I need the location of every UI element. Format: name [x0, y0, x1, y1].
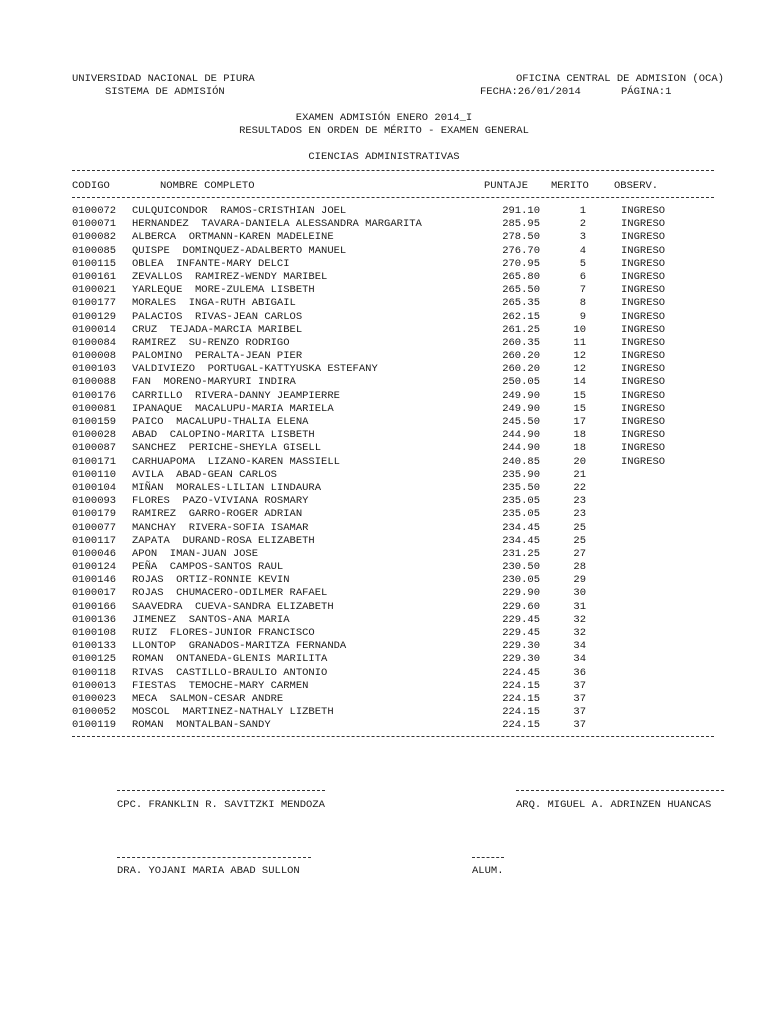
cell-obs: INGRESO: [621, 389, 666, 402]
cell-name: VALDIVIEZO PORTUGAL-KATTYUSKA ESTEFANY: [132, 363, 378, 376]
table-row: [0, 535, 768, 548]
table-row: [0, 337, 768, 350]
cell-obs: INGRESO: [621, 218, 666, 231]
cell-name: CRUZ TEJADA-MARCIA MARIBEL: [132, 323, 303, 336]
cell-name: PALOMINO PERALTA-JEAN PIER: [132, 350, 303, 363]
cell-name: MORALES INGA-RUTH ABIGAIL: [132, 297, 296, 310]
cell-merit: 28: [573, 561, 586, 574]
cell-code: 0100133: [72, 640, 117, 653]
cell-merit: 5: [579, 257, 586, 270]
cell-obs: INGRESO: [621, 429, 666, 442]
cell-name: LLONTOP GRANADOS-MARITZA FERNANDA: [132, 640, 347, 653]
cell-score: 260.20: [502, 350, 540, 363]
cell-score: 278.50: [502, 231, 540, 244]
cell-obs: INGRESO: [621, 363, 666, 376]
table-row: [0, 653, 768, 666]
table-row: [0, 258, 768, 271]
table-row: [0, 587, 768, 600]
column-header-merit: MERITO: [551, 180, 589, 192]
cell-score: 245.50: [502, 416, 540, 428]
signatory-name: CPC. FRANKLIN R. SAVITZKI MENDOZA: [117, 799, 325, 811]
cell-code: 0100021: [72, 284, 117, 297]
signature-line: [472, 857, 504, 858]
table-row: [0, 205, 768, 218]
cell-name: ROMAN MONTALBAN-SANDY: [132, 719, 271, 732]
cell-code: 0100117: [72, 534, 117, 547]
cell-merit: 2: [579, 218, 586, 231]
cell-score: 234.45: [502, 521, 540, 534]
university-name: UNIVERSIDAD NACIONAL DE PIURA: [72, 73, 255, 85]
cell-score: 224.15: [502, 692, 540, 705]
cell-code: 0100071: [72, 218, 117, 231]
cell-score: 231.25: [502, 547, 540, 560]
cell-score: 249.90: [502, 389, 540, 402]
cell-code: 0100124: [72, 561, 117, 574]
cell-name: ABAD CALOPINO-MARITA LISBETH: [132, 429, 315, 442]
cell-name: ROJAS ORTIZ-RONNIE KEVIN: [132, 574, 290, 587]
cell-code: 0100115: [72, 257, 117, 270]
table-row: [0, 667, 768, 680]
cell-merit: 37: [573, 706, 586, 719]
cell-score: 260.35: [502, 336, 540, 349]
cell-score: 224.45: [502, 666, 540, 679]
cell-merit: 18: [573, 429, 586, 442]
signatory-name: DRA. YOJANI MARIA ABAD SULLON: [117, 865, 300, 877]
cell-code: 0100014: [72, 323, 117, 336]
cell-obs: INGRESO: [621, 205, 666, 217]
cell-score: 265.50: [502, 284, 540, 297]
column-header-name: NOMBRE COMPLETO: [160, 180, 255, 192]
cell-code: 0100008: [72, 350, 117, 363]
cell-score: 244.90: [502, 442, 540, 455]
cell-merit: 12: [573, 350, 586, 363]
cell-score: 234.45: [502, 534, 540, 547]
cell-code: 0100108: [72, 627, 117, 639]
table-row: [0, 271, 768, 284]
cell-obs: INGRESO: [621, 323, 666, 336]
cell-score: 240.85: [502, 455, 540, 468]
results-table: [0, 205, 768, 733]
cell-score: 229.45: [502, 613, 540, 626]
cell-obs: INGRESO: [621, 231, 666, 244]
cell-merit: 25: [573, 534, 586, 547]
cell-score: 229.45: [502, 627, 540, 639]
cell-obs: INGRESO: [621, 455, 666, 468]
cell-obs: INGRESO: [621, 376, 666, 389]
cell-merit: 31: [573, 600, 586, 613]
cell-score: 229.60: [502, 600, 540, 613]
cell-name: ROMAN ONTANEDA-GLENIS MARILITA: [132, 653, 328, 666]
cell-name: PALACIOS RIVAS-JEAN CARLOS: [132, 310, 303, 323]
office-name: OFICINA CENTRAL DE ADMISION (OCA): [516, 73, 724, 85]
table-row: [0, 456, 768, 469]
cell-code: 0100110: [72, 468, 117, 481]
cell-code: 0100087: [72, 442, 117, 455]
cell-code: 0100179: [72, 508, 117, 521]
cell-code: 0100136: [72, 613, 117, 626]
table-row: [0, 416, 768, 429]
cell-score: 261.25: [502, 323, 540, 336]
cell-obs: INGRESO: [621, 402, 666, 415]
signature-line: [117, 790, 325, 791]
cell-code: 0100028: [72, 429, 117, 442]
cell-code: 0100077: [72, 521, 117, 534]
table-row: [0, 548, 768, 561]
cell-name: ZAPATA DURAND-ROSA ELIZABETH: [132, 534, 315, 547]
cell-code: 0100081: [72, 402, 117, 415]
table-row: [0, 719, 768, 732]
cell-merit: 32: [573, 613, 586, 626]
cell-merit: 34: [573, 640, 586, 653]
cell-merit: 4: [579, 244, 586, 257]
cell-name: CULQUICONDOR RAMOS-CRISTHIAN JOEL: [132, 205, 347, 217]
signatory-name: ARQ. MIGUEL A. ADRINZEN HUANCAS: [516, 799, 712, 811]
cell-name: RAMIREZ GARRO-ROGER ADRIAN: [132, 508, 303, 521]
table-row: [0, 311, 768, 324]
table-row: [0, 561, 768, 574]
cell-name: RAMIREZ SU-RENZO RODRIGO: [132, 336, 290, 349]
table-row: [0, 627, 768, 640]
cell-merit: 29: [573, 574, 586, 587]
cell-merit: 21: [573, 468, 586, 481]
cell-name: RIVAS CASTILLO-BRAULIO ANTONIO: [132, 666, 328, 679]
cell-merit: 15: [573, 402, 586, 415]
cell-merit: 32: [573, 627, 586, 639]
cell-score: 249.90: [502, 402, 540, 415]
cell-obs: INGRESO: [621, 270, 666, 283]
cell-code: 0100125: [72, 653, 117, 666]
bottom-divider: [72, 736, 714, 737]
table-row: [0, 508, 768, 521]
cell-merit: 9: [579, 310, 586, 323]
cell-merit: 27: [573, 547, 586, 560]
report-date: FECHA:26/01/2014: [480, 86, 581, 98]
cell-merit: 6: [579, 270, 586, 283]
cell-code: 0100159: [72, 416, 117, 428]
cell-name: HERNANDEZ TAVARA-DANIELA ALESSANDRA MARGARITA: [132, 218, 422, 231]
table-row: [0, 429, 768, 442]
cell-merit: 12: [573, 363, 586, 376]
cell-code: 0100088: [72, 376, 117, 389]
cell-score: 230.50: [502, 561, 540, 574]
cell-score: 265.80: [502, 270, 540, 283]
cell-merit: 37: [573, 692, 586, 705]
cell-obs: INGRESO: [621, 297, 666, 310]
cell-merit: 15: [573, 389, 586, 402]
cell-name: OBLEA INFANTE-MARY DELCI: [132, 257, 290, 270]
cell-score: 224.15: [502, 719, 540, 732]
cell-obs: INGRESO: [621, 416, 666, 428]
table-row: [0, 231, 768, 244]
table-row: [0, 376, 768, 389]
cell-merit: 37: [573, 679, 586, 692]
cell-code: 0100013: [72, 679, 117, 692]
cell-score: 230.05: [502, 574, 540, 587]
cell-merit: 1: [579, 205, 586, 217]
cell-score: 291.10: [502, 205, 540, 217]
cell-code: 0100017: [72, 587, 117, 600]
table-row: [0, 693, 768, 706]
cell-name: QUISPE DOMINQUEZ-ADALBERTO MANUEL: [132, 244, 347, 257]
cell-code: 0100146: [72, 574, 117, 587]
cell-code: 0100084: [72, 336, 117, 349]
cell-merit: 10: [573, 323, 586, 336]
cell-name: ZEVALLOS RAMIREZ-WENDY MARIBEL: [132, 270, 328, 283]
cell-merit: 23: [573, 495, 586, 508]
column-header-code: CODIGO: [72, 180, 110, 192]
cell-score: 224.15: [502, 706, 540, 719]
cell-code: 0100176: [72, 389, 117, 402]
cell-name: FAN MORENO-MARYURI INDIRA: [132, 376, 296, 389]
cell-score: 265.35: [502, 297, 540, 310]
cell-merit: 7: [579, 284, 586, 297]
cell-merit: 25: [573, 521, 586, 534]
cell-obs: INGRESO: [621, 350, 666, 363]
exam-title: EXAMEN ADMISIÓN ENERO 2014_I: [295, 112, 473, 124]
table-row: [0, 284, 768, 297]
table-row: [0, 390, 768, 403]
table-row: [0, 495, 768, 508]
cell-code: 0100103: [72, 363, 117, 376]
cell-name: ALBERCA ORTMANN-KAREN MADELEINE: [132, 231, 334, 244]
cell-code: 0100166: [72, 600, 117, 613]
cell-obs: INGRESO: [621, 310, 666, 323]
cell-name: PEÑA CAMPOS-SANTOS RAUL: [132, 561, 284, 574]
cell-code: 0100072: [72, 205, 117, 217]
cell-score: 235.05: [502, 508, 540, 521]
cell-merit: 22: [573, 481, 586, 494]
table-row: [0, 680, 768, 693]
table-row: [0, 614, 768, 627]
cell-name: MANCHAY RIVERA-SOFIA ISAMAR: [132, 521, 309, 534]
table-row: [0, 324, 768, 337]
cell-obs: INGRESO: [621, 336, 666, 349]
cell-merit: 14: [573, 376, 586, 389]
table-row: [0, 363, 768, 376]
column-header-obs: OBSERV.: [614, 180, 659, 192]
table-row: [0, 469, 768, 482]
cell-name: MOSCOL MARTINEZ-NATHALY LIZBETH: [132, 706, 334, 719]
cell-code: 0100085: [72, 244, 117, 257]
cell-merit: 23: [573, 508, 586, 521]
cell-name: SANCHEZ PERICHE-SHEYLA GISELL: [132, 442, 322, 455]
cell-score: 260.20: [502, 363, 540, 376]
cell-obs: INGRESO: [621, 284, 666, 297]
cell-code: 0100161: [72, 270, 117, 283]
cell-merit: 3: [579, 231, 586, 244]
cell-name: MECA SALMON-CESAR ANDRE: [132, 692, 284, 705]
table-row: [0, 482, 768, 495]
table-row: [0, 601, 768, 614]
cell-name: IPANAQUE MACALUPU-MARIA MARIELA: [132, 402, 334, 415]
cell-name: FLORES PAZO-VIVIANA ROSMARY: [132, 495, 309, 508]
cell-merit: 8: [579, 297, 586, 310]
cell-name: CARHUAPOMA LIZANO-KAREN MASSIELL: [132, 455, 340, 468]
cell-name: SAAVEDRA CUEVA-SANDRA ELIZABETH: [132, 600, 334, 613]
cell-score: 262.15: [502, 310, 540, 323]
cell-name: FIESTAS TEMOCHE-MARY CARMEN: [132, 679, 309, 692]
cell-obs: INGRESO: [621, 244, 666, 257]
header-divider: [72, 197, 714, 198]
cell-merit: 36: [573, 666, 586, 679]
cell-merit: 20: [573, 455, 586, 468]
cell-merit: 34: [573, 653, 586, 666]
top-divider: [72, 170, 714, 171]
cell-score: 229.90: [502, 587, 540, 600]
cell-score: 276.70: [502, 244, 540, 257]
cell-score: 235.50: [502, 481, 540, 494]
cell-obs: INGRESO: [621, 442, 666, 455]
page-number: PÁGINA:1: [621, 86, 672, 98]
signature-line: [117, 857, 311, 858]
system-name: SISTEMA DE ADMISIÓN: [105, 86, 225, 98]
results-title: RESULTADOS EN ORDEN DE MÉRITO - EXAMEN GENERAL: [239, 125, 529, 137]
cell-code: 0100177: [72, 297, 117, 310]
cell-code: 0100023: [72, 692, 117, 705]
cell-score: 235.90: [502, 468, 540, 481]
signatory-name: ALUM.: [472, 865, 504, 877]
cell-score: 224.15: [502, 679, 540, 692]
cell-obs: INGRESO: [621, 257, 666, 270]
cell-name: APON IMAN-JUAN JOSE: [132, 547, 259, 560]
cell-code: 0100093: [72, 495, 117, 508]
program-title: CIENCIAS ADMINISTRATIVAS: [308, 151, 460, 163]
cell-name: JIMENEZ SANTOS-ANA MARIA: [132, 613, 290, 626]
cell-merit: 37: [573, 719, 586, 732]
cell-score: 285.95: [502, 218, 540, 231]
cell-name: PAICO MACALUPU-THALIA ELENA: [132, 416, 309, 428]
cell-name: MIÑAN MORALES-LILIAN LINDAURA: [132, 481, 322, 494]
table-row: [0, 442, 768, 455]
table-row: [0, 403, 768, 416]
cell-code: 0100104: [72, 481, 117, 494]
table-row: [0, 522, 768, 535]
cell-name: RUIZ FLORES-JUNIOR FRANCISCO: [132, 627, 315, 639]
table-row: [0, 297, 768, 310]
cell-name: AVILA ABAD-GEAN CARLOS: [132, 468, 277, 481]
signature-line: [516, 790, 724, 791]
cell-score: 244.90: [502, 429, 540, 442]
cell-merit: 30: [573, 587, 586, 600]
table-row: [0, 574, 768, 587]
cell-score: 229.30: [502, 653, 540, 666]
table-row: [0, 640, 768, 653]
cell-code: 0100171: [72, 455, 117, 468]
cell-merit: 17: [573, 416, 586, 428]
cell-name: CARRILLO RIVERA-DANNY JEAMPIERRE: [132, 389, 340, 402]
cell-score: 235.05: [502, 495, 540, 508]
cell-code: 0100082: [72, 231, 117, 244]
cell-code: 0100046: [72, 547, 117, 560]
table-row: [0, 218, 768, 231]
cell-code: 0100118: [72, 666, 117, 679]
cell-name: YARLEQUE MORE-ZULEMA LISBETH: [132, 284, 315, 297]
cell-code: 0100119: [72, 719, 117, 732]
cell-merit: 18: [573, 442, 586, 455]
table-row: [0, 350, 768, 363]
cell-score: 270.95: [502, 257, 540, 270]
cell-score: 250.05: [502, 376, 540, 389]
cell-score: 229.30: [502, 640, 540, 653]
cell-code: 0100129: [72, 310, 117, 323]
table-row: [0, 706, 768, 719]
column-header-score: PUNTAJE: [484, 180, 529, 192]
cell-name: ROJAS CHUMACERO-ODILMER RAFAEL: [132, 587, 328, 600]
cell-code: 0100052: [72, 706, 117, 719]
cell-merit: 11: [573, 336, 586, 349]
table-row: [0, 245, 768, 258]
